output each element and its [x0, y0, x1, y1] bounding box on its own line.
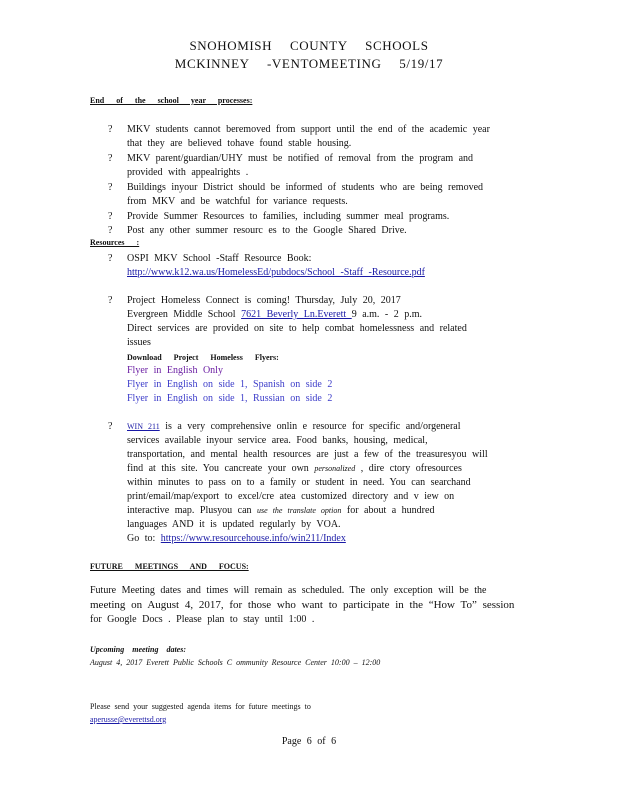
bullet-icon: ? — [108, 182, 113, 193]
meeting-title-date: MCKINNEY -VENTOMEETING 5/19/17 — [174, 56, 444, 71]
future-paragraph: for Google Docs . Please plan to stay until 1:00 . — [90, 614, 315, 625]
win211-text-part: for about a hundred — [341, 505, 435, 516]
win211-text-part: , dire ctory ofresources — [355, 463, 462, 474]
ospi-resource-link[interactable]: http://www.k12.wa.us/HomelessEd/pubdocs/School -Staff -Resource.pdf — [127, 267, 425, 278]
list-item: MKV parent/guardian/UHY must be notified of removal from the program and — [127, 153, 474, 164]
list-item-cont: that they are believed tohave found stable housing. — [127, 138, 352, 149]
resources-heading: Resources : — [90, 238, 140, 247]
upcoming-meeting-row: August 4, 2017 Everett Public Schools C ommunity Resource Center 10:00 – 12:00 — [90, 658, 381, 667]
agenda-request: Please send your suggested agenda items for future meetings to — [90, 702, 311, 711]
ospi-resource-label: OSPI MKV School -Staff Resource Book: — [127, 253, 312, 264]
win211-text — [127, 504, 434, 518]
upcoming-dates-label: Upcoming meeting dates: — [90, 645, 186, 654]
win211-italic: use the translate option — [257, 506, 342, 515]
future-paragraph: Future Meeting dates and times will remain as scheduled. The only exception will be the — [90, 585, 487, 596]
phc-description-cont: issues — [127, 337, 151, 348]
bullet-icon: ? — [108, 225, 113, 236]
page-number: Page 6 of 6 — [281, 736, 337, 747]
win211-goto — [127, 532, 346, 546]
end-of-year-heading: End of the school year processes: — [90, 96, 253, 105]
phc-location — [127, 308, 422, 322]
win211-text: print/email/map/export to excel/cre atea customized directory and v iew on — [127, 491, 455, 502]
flyers-label: Download Project Homeless Flyers: — [127, 353, 279, 362]
flyer-link-spanish[interactable]: Flyer in English on side 1, Spanish on side 2 — [127, 379, 333, 390]
list-item-cont: provided with appealrights . — [127, 167, 249, 178]
win211-text — [127, 462, 462, 476]
win211-text: languages AND it is updated regularly by VOA. — [127, 519, 341, 530]
bullet-icon: ? — [108, 211, 113, 222]
list-item-cont: from MKV and be watchful for variance requests. — [127, 196, 348, 207]
phc-description: Direct services are provided on site to help combat homelessness and related — [127, 323, 467, 334]
document-title: SNOHOMISH COUNTY SCHOOLS — [189, 38, 429, 53]
bullet-icon: ? — [108, 253, 113, 264]
win211-intro: is a very comprehensive onlin e resource for specific and/orgeneral — [159, 421, 461, 432]
win211-line — [127, 420, 461, 434]
bullet-icon: ? — [108, 124, 113, 135]
phc-location-school: Evergreen Middle School — [127, 309, 242, 320]
win211-italic: personalized — [314, 464, 356, 473]
win211-index-link[interactable]: https://www.resourcehouse.info/win211/Index — [160, 533, 346, 544]
list-item: Post any other summer resourc es to the Google Shared Drive. — [127, 225, 407, 236]
future-meetings-heading: FUTURE MEETINGS AND FOCUS: — [90, 562, 249, 571]
phc-announcement: Project Homeless Connect is coming! Thursday, July 20, 2017 — [127, 295, 401, 306]
win211-text-part: find at this site. You cancreate your own — [127, 463, 315, 474]
future-paragraph: meeting on August 4, 2017, for those who want to participate in the “How To” session — [90, 599, 515, 611]
list-item: Provide Summer Resources to families, including summer meal programs. — [127, 211, 450, 222]
win211-text: services available inyour service area. Food banks, housing, medical, — [127, 435, 428, 446]
list-item: MKV students cannot beremoved from support until the end of the academic year — [127, 124, 490, 135]
goto-label: Go to: — [127, 533, 161, 544]
list-item: Buildings inyour District should be informed of students who are being removed — [127, 182, 484, 193]
flyer-link-english[interactable]: Flyer in English Only — [127, 365, 223, 376]
win211-link[interactable]: WIN 211 — [127, 422, 160, 431]
email-link[interactable]: aperusse@everettsd.org — [90, 715, 167, 724]
bullet-icon: ? — [108, 295, 113, 306]
phc-time: 9 a.m. - 2 p.m. — [351, 309, 423, 320]
bullet-icon: ? — [108, 153, 113, 164]
phc-address-link[interactable]: 7621 Beverly Ln.Everett — [241, 309, 352, 320]
win211-text-part: interactive map. Plusyou can — [127, 505, 258, 516]
win211-text: transportation, and mental health resources are just a few of the treasuresyou will — [127, 449, 488, 460]
bullet-icon: ? — [108, 421, 113, 432]
win211-text: within minutes to pass on to a family or student in need. You can searchand — [127, 477, 471, 488]
flyer-link-russian[interactable]: Flyer in English on side 1, Russian on side 2 — [127, 393, 333, 404]
